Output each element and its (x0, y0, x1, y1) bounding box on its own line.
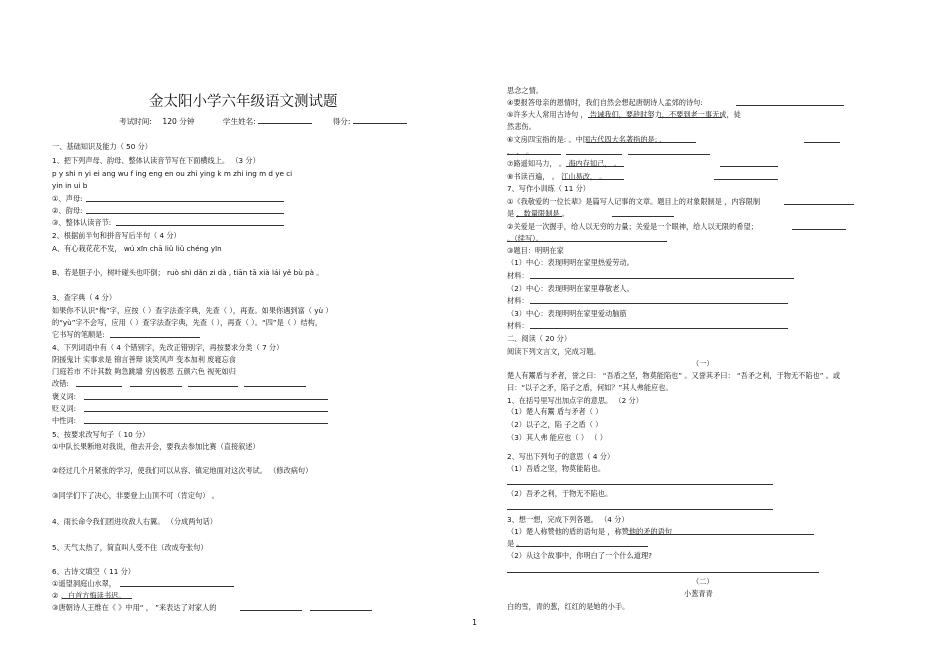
correction-blank-4[interactable] (244, 386, 306, 387)
classics-blank-3[interactable] (566, 154, 622, 155)
neutral-answer-line[interactable] (84, 423, 328, 424)
poem-1-answer-line[interactable] (120, 586, 234, 587)
center-2: （2）中心：表现明明在家里尊敬老人。 (507, 284, 634, 293)
question-3-line-2: 的“yù”字不会写，应用（ ）查字法查字典，先查（ ），再查（ ）。“四”是（ ）结构， (52, 318, 323, 327)
question-2a: A、有心栽花花不发， wú xīn chā liǔ liǔ chéng yīn (52, 244, 222, 253)
poem-3-blank-1[interactable] (240, 610, 302, 611)
question-7-1: ①《我敬爱的一位长辈》是篇写人记事的文章。题目上的对象限制是 ，内容限制 (507, 197, 761, 206)
reading-q2: 2、写出下列句子的意思（ 4 分） (507, 452, 615, 461)
question-3-line-1: 如果你不认识“梅”字，应按（ ）查字法查字典，先查（ ），再查。如果你遇到富（ yù ） (52, 306, 333, 315)
question-4-words-2: 门庭若市 不计其数 夠急跳墙 穷凶极恶 五颜六色 视死如归 (52, 367, 236, 376)
stroke-order-answer-line[interactable] (110, 337, 200, 338)
right-line-3: 然悲伤。 (507, 122, 536, 131)
reading-q3-1b: 是 。 (507, 539, 524, 548)
read-answer-line[interactable] (562, 179, 624, 180)
initials-label: ①、声母: (52, 194, 83, 203)
page-number: 1 (472, 618, 478, 627)
shield-praise-line[interactable] (628, 534, 814, 535)
question-5-1: ①中队长果断地对我说，他去开会，要我去参加比赛（直接叙述） (52, 442, 260, 451)
question-7-1b: 是 ，数量限制是 。 (507, 209, 570, 218)
material-2-line[interactable] (530, 303, 788, 304)
reading-q3: 3、想一想，完成下列各题。 （4 分） (507, 515, 629, 524)
question-1: 1、把下列声母、韵母、整体认读音节写在下面横线上。 （3 分） (52, 156, 260, 165)
spear-praise-line[interactable] (516, 546, 648, 547)
passage-1-text-2: 曰：“以子之矛，陷子之盾，何如？”其人弗能应也。 (507, 383, 673, 392)
right-line-1: ④要报答母亲的恩情时，我们自然会想起唐朝诗人孟郊的诗句: (507, 98, 703, 107)
question-4: 4、下列词语中有（ 4 个错别字，先改正错别字，再按要求分类（ 7 分） (52, 343, 284, 352)
right-line-2: ⑤许多大人常用古诗句 ， 告诫我们，要趁时努力，不要到老一事无成，徒 (507, 110, 741, 119)
time-label: 考试时间: (119, 117, 152, 126)
correction-blank-2[interactable] (130, 386, 182, 387)
reading-q3-1: （1）楚人称赞他的盾的语句是 ，称赞他的矛的语句 (507, 527, 672, 536)
commendatory-answer-line[interactable] (84, 399, 328, 400)
exam-header (119, 116, 407, 126)
object-limit-line[interactable] (784, 204, 854, 205)
initials-answer-line[interactable] (86, 201, 284, 202)
poem-3: ③唐朝诗人王维在《 》中用“ ， ”来表达了对家人的 (52, 603, 217, 612)
question-5-4: 4、雨长命令我们团进攻敌人右翼。 （分成两句话） (52, 517, 217, 526)
correction-blank-1[interactable] (76, 386, 122, 387)
passage-1-marker: （一） (692, 359, 714, 368)
continuation-line-1[interactable] (792, 229, 846, 230)
question-7-2b: 。（续写）。 (507, 234, 543, 243)
poem-1: ①遥望洞庭山水翠， (52, 579, 116, 588)
moral-answer-line[interactable] (507, 572, 819, 573)
poem-3-blank-2[interactable] (310, 610, 372, 611)
derogatory-label: 贬义词: (52, 404, 76, 413)
question-2b: B、若是胆子小，树叶碰头也吓倒； ruò shì dǎn zi dà , tiān tā xià lái yě bù pà 。 (52, 268, 324, 277)
question-5-2: ②经过几个月紧张的学习，使我们可以从容、镇定地面对这次考试。 （修改病句） (52, 466, 313, 475)
reading-q1-3: （3）其人弗 能应也（ ） （ ） (507, 433, 607, 442)
count-limit-line[interactable] (612, 216, 674, 217)
whole-syllable-answer-line[interactable] (116, 225, 284, 226)
mountain-answer-line[interactable] (714, 179, 778, 180)
classics-blank-2[interactable] (507, 154, 561, 155)
question-5-3: ③同学们下了决心，非要登上山顶不可（肯定句） 。 (52, 491, 219, 500)
student-name-field[interactable] (258, 116, 312, 124)
reading-q3-2: （2）从这个故事中，你明白了一个什么道理? (507, 551, 652, 560)
right-line-7: ⑧书读百遍， 。 江山易改， 。 (507, 172, 607, 181)
pinyin-row-1: p y shi n yi ei ang wu f ing eng en ou zhi ying k m zhi ing m d ye ci (52, 169, 293, 178)
correction-label: 改错: (52, 379, 69, 388)
passage-2-text: 白的雪，青的葱，红红的是她的小手。 (507, 602, 630, 611)
finals-answer-line[interactable] (86, 213, 284, 214)
right-line-5: 、 、 。 (507, 147, 534, 156)
derogatory-answer-line[interactable] (84, 411, 328, 412)
score-label: 得分: (332, 117, 351, 126)
correction-blank-3[interactable] (188, 386, 238, 387)
proverb-blank-1[interactable] (588, 117, 652, 118)
question-5: 5、按要求改写句子（ 10 分） (52, 430, 150, 439)
continuation-line-2[interactable] (507, 241, 667, 242)
score-field[interactable] (353, 116, 407, 124)
pinyin-row-2: yin in ui b (52, 181, 88, 190)
right-line-0: 思念之情。 (507, 86, 543, 95)
four-treasures-line[interactable] (586, 142, 696, 143)
right-line-4: ⑥文房四宝指的是: 。中国古代四大名著指的是: 、 (507, 135, 667, 144)
reading-q1-2: （2）以子之，陷 子之盾（ ） (507, 420, 603, 429)
material-1-line[interactable] (530, 278, 794, 279)
whole-syllable-label: ③、整体认读音节: (52, 218, 112, 227)
poem-2-answer-line[interactable] (62, 598, 132, 599)
reading-q2-2-answer[interactable] (507, 509, 773, 510)
question-5-5: 5、天气太热了，简直叫人受不住（改成夸张句） (52, 543, 208, 552)
classics-blank-1[interactable] (804, 142, 840, 143)
section-1-heading: 一、基础知识及能力（ 50 分） (52, 142, 152, 151)
question-2: 2、根据前半句和拼音写后半句（ 4 分） (52, 231, 181, 240)
reading-q2-1-answer[interactable] (507, 484, 773, 485)
reading-instruction: 阅读下列文言文，完成习题。 (507, 347, 601, 356)
finals-label: ②、韵母: (52, 206, 83, 215)
material-3-line[interactable] (530, 328, 788, 329)
proverb-blank-2[interactable] (658, 117, 722, 118)
question-7: 7、写作小训练（ 11 分） (507, 184, 590, 193)
reading-q1-1: （1）楚人有鬻 盾与矛者（ ） (507, 407, 603, 416)
student-name-label: 学生姓名: (222, 117, 256, 126)
center-3: （3）中心：表现明明在家里爱动脑筋 (507, 309, 627, 318)
question-7-3: ③题目：明明在家 (507, 246, 564, 255)
material-2-label: 材料： (507, 296, 529, 305)
question-3-line-3: 它书写的笔顺是: (52, 330, 105, 339)
content-limit-line[interactable] (516, 216, 562, 217)
question-4-words-1: 阴援鬼计 实事求是 锦言善辩 谈笑风声 变本加利 废寝忘食 (52, 355, 236, 364)
question-7-2: ②关爱是一次握手，给人以无穷的力量；关爱是一个眼神，给人以无限的希望； (507, 222, 758, 231)
friend-answer-line[interactable] (720, 166, 778, 167)
reading-q1: 1、在括号里写出加点字的意思。 （2 分） (507, 396, 643, 405)
material-3-label: 材料： (507, 321, 529, 330)
poem-2: ② ，白首方悔读书迟。 (52, 591, 126, 600)
passage-2-title: 小葱青青 (684, 589, 713, 598)
question-3: 3、查字典（ 4 分） (52, 293, 117, 302)
center-1: （1）中心：表现明明在家里热爱劳动。 (507, 258, 634, 267)
section-2-heading: 二、阅读（ 20 分） (507, 334, 572, 343)
neutral-label: 中性词: (52, 416, 76, 425)
exam-title: 金太阳小学六年级语文测试题 (149, 94, 338, 110)
passage-2-marker: （二） (692, 577, 714, 586)
classics-blank-4[interactable] (628, 154, 710, 155)
mengjiao-answer-line[interactable] (736, 105, 844, 106)
reading-q2-1: （1）吾盾之坚，物莫能陷也。 (507, 464, 606, 473)
commendatory-label: 褒义词: (52, 392, 76, 401)
reading-q2-2: （2）吾矛之利，于物无不陷也。 (507, 489, 613, 498)
right-line-6: ⑦路遥知马力， 。 海内存知己， 。 (507, 159, 621, 168)
question-6: 6、古诗文填空（ 11 分） (52, 567, 135, 576)
material-1-label: 材料： (507, 271, 529, 280)
horse-answer-line[interactable] (566, 166, 624, 167)
passage-1-text-1: 楚人有鬻盾与矛者，誉之曰： “吾盾之坚，物莫能陷也” 。又誉其矛曰： “吾矛之利，于物无不陷也” 。或 (507, 371, 841, 380)
time-value: 120 分钟 (162, 117, 195, 126)
